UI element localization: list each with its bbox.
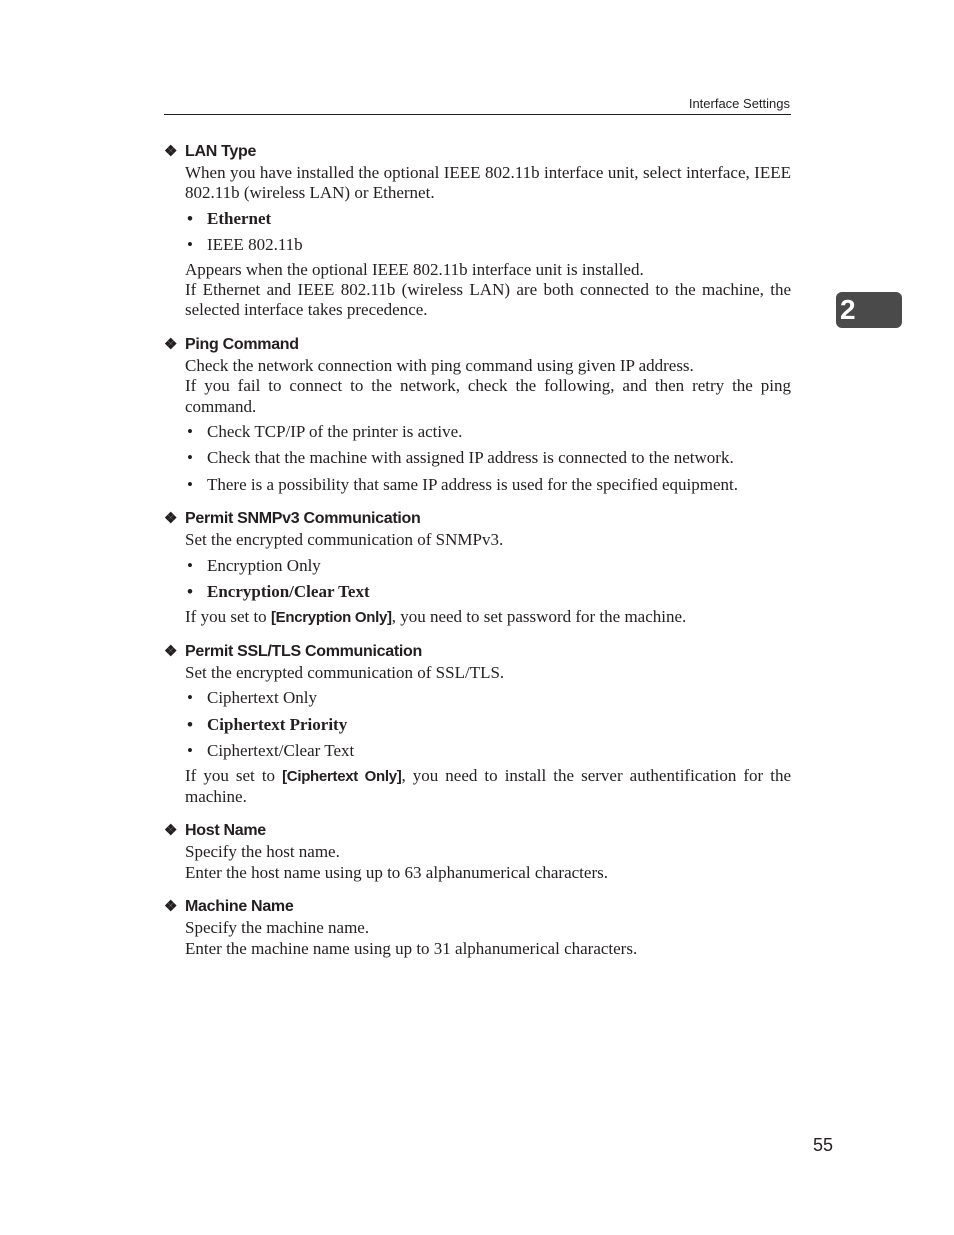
- section-heading: ❖ Machine Name: [164, 896, 791, 918]
- paragraph: Check the network connection with ping command using given IP address.: [185, 355, 694, 375]
- diamond-bullet-icon: ❖: [164, 143, 178, 160]
- paragraph: Enter the host name using up to 63 alphanumerical characters.: [185, 862, 608, 882]
- list-item: • Ciphertext Priority: [185, 715, 791, 735]
- bullet-list: [185, 556, 791, 603]
- list-item: • Ciphertext/Clear Text: [185, 741, 791, 761]
- section-heading: ❖ Host Name: [164, 820, 791, 842]
- paragraph: Appears when the optional IEEE 802.11b interface unit is installed.: [185, 259, 644, 279]
- section-heading: ❖ LAN Type: [164, 141, 791, 163]
- section-heading: ❖ Permit SNMPv3 Communication: [164, 508, 791, 530]
- list-item: • Check TCP/IP of the printer is active.: [185, 422, 791, 442]
- bullet-list: [185, 209, 791, 256]
- section-ssl-tls: [164, 641, 791, 807]
- diamond-bullet-icon: ❖: [164, 898, 178, 916]
- paragraph: If Ethernet and IEEE 802.11b (wireless LAN) are both connected to the machine, the selected interface takes precedence.: [185, 280, 791, 320]
- section-host-name: [164, 820, 791, 883]
- paragraph: Specify the host name.: [185, 842, 340, 862]
- list-item: • IEEE 802.11b: [185, 235, 791, 255]
- bullet-list: [185, 688, 791, 761]
- paragraph: Set the encrypted communication of SSL/TLS.: [185, 662, 505, 682]
- key-label: [Encryption Only]: [270, 608, 392, 626]
- header-rule: [164, 114, 791, 115]
- list-item: • Check that the machine with assigned IP address is connected to the network.: [185, 448, 791, 468]
- paragraph: If you set to [Encryption Only], you need to set password for the machine.: [185, 606, 687, 626]
- key-label: [Ciphertext Only]: [282, 767, 402, 785]
- bullet-list: [185, 422, 791, 495]
- list-item: • Ethernet: [185, 209, 791, 229]
- section-snmpv3: [164, 508, 791, 628]
- section-ping-command: [164, 334, 791, 495]
- section-heading: ❖ Ping Command: [164, 334, 791, 356]
- diamond-bullet-icon: ❖: [164, 510, 178, 528]
- diamond-bullet-icon: ❖: [164, 335, 178, 353]
- section-heading: ❖ Permit SSL/TLS Communication: [164, 641, 791, 663]
- running-header: Interface Settings: [688, 96, 790, 111]
- paragraph: Enter the machine name using up to 31 alphanumerical characters.: [185, 938, 638, 958]
- page-number: 55: [813, 1135, 834, 1155]
- paragraph: If you fail to connect to the network, check the following, and then retry the ping command.: [185, 376, 791, 416]
- section-machine-name: [164, 896, 791, 959]
- list-item: • Encryption Only: [185, 556, 791, 576]
- chapter-tab: 2: [836, 292, 902, 328]
- paragraph: If you set to [Ciphertext Only], you need to install the server authentification for the machine.: [185, 765, 792, 806]
- section-lan-type: [164, 141, 791, 321]
- paragraph: Specify the machine name.: [185, 918, 370, 938]
- list-item: • There is a possibility that same IP address is used for the specified equipment.: [185, 475, 791, 495]
- list-item: • Ciphertext Only: [185, 688, 791, 708]
- diamond-bullet-icon: ❖: [164, 822, 178, 840]
- paragraph: Set the encrypted communication of SNMPv3.: [185, 530, 504, 550]
- list-item: • Encryption/Clear Text: [185, 582, 791, 602]
- paragraph: When you have installed the optional IEEE 802.11b interface unit, select interface, IEEE 802.11b (wireless LAN) or Ethernet.: [185, 163, 791, 203]
- page-content: [164, 141, 791, 972]
- diamond-bullet-icon: ❖: [164, 642, 178, 660]
